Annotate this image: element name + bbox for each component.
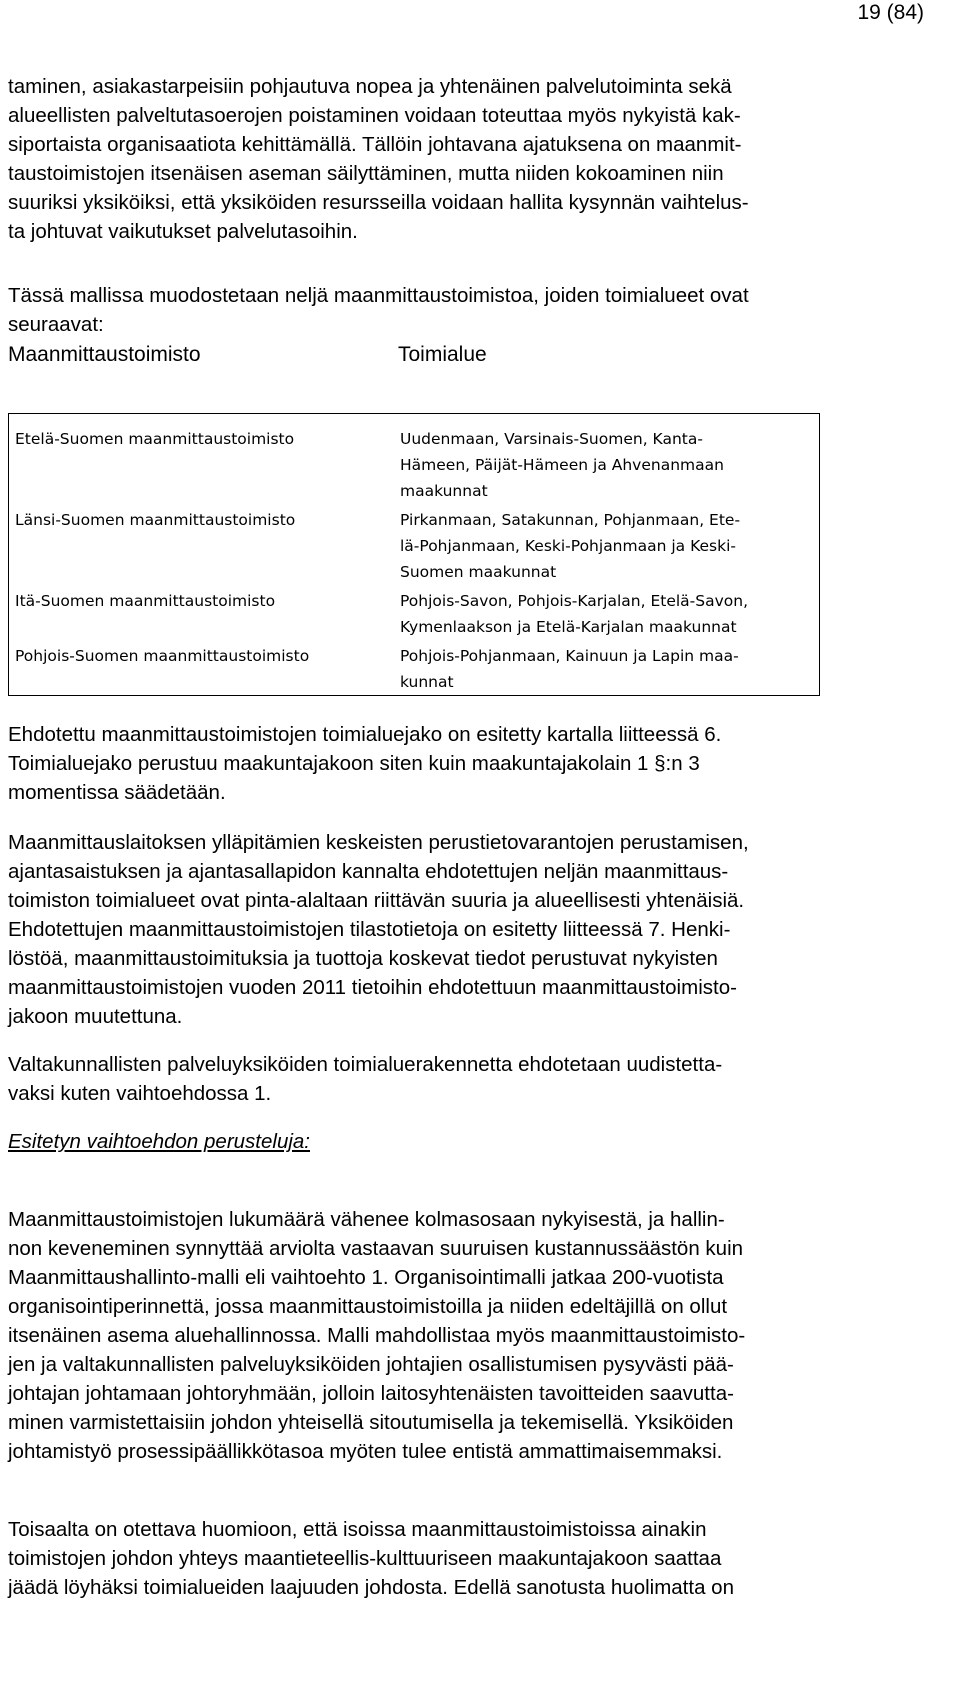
offices-table: [8, 413, 820, 696]
text-line: momentissa säädetään.: [8, 781, 226, 804]
paragraph-justification: [8, 1205, 946, 1466]
text-line: Ehdotettujen maanmittaustoimistojen tilastotietoja on esitetty liitteessä 7. Henki-: [8, 918, 731, 941]
paragraph-intro: [8, 72, 946, 246]
text-line: ta johtuvat vaikutukset palvelutasoihin.: [8, 220, 358, 243]
office-name: Pohjois-Suomen maanmittaustoimisto: [15, 647, 310, 665]
area-line: Pohjois-Savon, Pohjois-Karjalan, Etelä-Savon,: [400, 592, 749, 610]
office-name: Länsi-Suomen maanmittaustoimisto: [15, 511, 296, 529]
text-line: Toisaalta on otettava huomioon, että isoissa maanmittaustoimistoissa ainakin: [8, 1518, 707, 1541]
text-line: minen varmistettaisiin johdon yhteisellä sitoutumisella ja tekemisellä. Yksiköiden: [8, 1411, 734, 1434]
text-line: Maanmittaustoimistojen lukumäärä vähenee kolmasosaan nykyisestä, ja hallin-: [8, 1208, 725, 1231]
text-line: organisointiperinnettä, jossa maanmittaustoimistoilla ja niiden edeltäjillä on ollut: [8, 1295, 728, 1318]
area-line: lä-Pohjanmaan, Keski-Pohjanmaan ja Keski-: [400, 537, 736, 555]
office-area: [400, 643, 812, 695]
text-line: itsenäinen asema aluehallinnossa. Malli mahdollistaa myös maanmittaustoimisto-: [8, 1324, 746, 1347]
paragraph-national-units: [8, 1050, 946, 1108]
text-line: löstöä, maanmittaustoimituksia ja tuottoja koskevat tiedot perustuvat nykyisten: [8, 947, 718, 970]
text-line: Tässä mallissa muodostetaan neljä maanmittaustoimistoa, joiden toimialueet ovat: [8, 284, 749, 307]
office-area: [400, 588, 812, 640]
area-line: Kymenlaakson ja Etelä-Karjalan maakunnat: [400, 618, 737, 636]
paragraph-considerations: [8, 1515, 946, 1602]
area-line: Uudenmaan, Varsinais-Suomen, Kanta-: [400, 430, 703, 448]
text-line: Ehdotettu maanmittaustoimistojen toimialuejako on esitetty kartalla liitteessä 6.: [8, 723, 722, 746]
column-header-area: Toimialue: [398, 343, 487, 366]
text-line: siportaista organisaatiota kehittämällä. Tällöin johtavana ajatuksena on maanmit-: [8, 133, 742, 156]
text-line: johtajan johtamaan johtoryhmään, jolloin laitosyhtenäisten tavoitteiden saavutta-: [8, 1382, 734, 1405]
paragraph-data-resources: [8, 828, 946, 1031]
text-line: maanmittaustoimistojen vuoden 2011 tietoihin ehdotettuun maanmittaustoimisto-: [8, 976, 737, 999]
office-area: [400, 507, 812, 585]
page-number: 19 (84): [857, 1, 924, 24]
office-name: Etelä-Suomen maanmittaustoimisto: [15, 430, 295, 448]
text-line: taminen, asiakastarpeisiin pohjautuva nopea ja yhtenäinen palvelutoiminta sekä: [8, 75, 732, 98]
area-line: Suomen maakunnat: [400, 563, 557, 581]
area-line: maakunnat: [400, 482, 488, 500]
area-line: Hämeen, Päijät-Hämeen ja Ahvenanmaan: [400, 456, 724, 474]
text-line: toimistojen johdon yhteys maantieteellis-kulttuuriseen maakuntajakoon saattaa: [8, 1547, 722, 1570]
text-line: toimiston toimialueet ovat pinta-alaltaan riittävän suuria ja alueellisesti yhtenäisiä.: [8, 889, 745, 912]
text-line: jäädä löyhäksi toimialueiden laajuuden johdosta. Edellä sanotusta huolimatta on: [8, 1576, 734, 1599]
text-line: Maanmittauslaitoksen ylläpitämien keskeisten perustietovarantojen perustamisen,: [8, 831, 749, 854]
area-line: kunnat: [400, 673, 454, 691]
area-line: Pohjois-Pohjanmaan, Kainuun ja Lapin maa-: [400, 647, 739, 665]
text-line: ajantasaistuksen ja ajantasallapidon kannalta ehdotettujen neljän maanmittaus-: [8, 860, 729, 883]
text-line: suuriksi yksiköiksi, että yksiköiden resursseilla voidaan hallita kysynnän vaihtelus-: [8, 191, 749, 214]
section-heading: Esitetyn vaihtoehdon perusteluja:: [8, 1130, 311, 1153]
column-header-office: Maanmittaustoimisto: [8, 343, 201, 366]
office-name: Itä-Suomen maanmittaustoimisto: [15, 592, 276, 610]
text-line: jakoon muutettuna.: [8, 1005, 183, 1028]
text-line: jen ja valtakunnallisten palveluyksiköiden johtajien osallistumisen pysyvästi pää-: [8, 1353, 734, 1376]
office-area: [400, 426, 812, 504]
text-line: alueellisten palveltutasoerojen poistaminen voidaan toteuttaa myös nykyistä kak-: [8, 104, 741, 127]
text-line: Valtakunnallisten palveluyksiköiden toimialuerakennetta ehdotetaan uudistetta-: [8, 1053, 723, 1076]
text-line: seuraavat:: [8, 313, 104, 336]
text-line: Maanmittaushallinto-malli eli vaihtoehto 1. Organisointimalli jatkaa 200-vuotista: [8, 1266, 724, 1289]
text-line: taustoimistojen itsenäisen aseman säilyttäminen, mutta niiden kokoaminen niin: [8, 162, 724, 185]
area-line: Pirkanmaan, Satakunnan, Pohjanmaan, Ete-: [400, 511, 741, 529]
paragraph-division: [8, 720, 946, 807]
text-line: johtamistyö prosessipäällikkötasoa myöten tulee entistä ammattimaisemmaksi.: [8, 1440, 723, 1463]
paragraph-model: [8, 281, 946, 339]
text-line: vaksi kuten vaihtoehdossa 1.: [8, 1082, 272, 1105]
text-line: Toimialuejako perustuu maakuntajakoon siten kuin maakuntajakolain 1 §:n 3: [8, 752, 700, 775]
text-line: non keveneminen synnyttää arviolta vastaavan suuruisen kustannussäästön kuin: [8, 1237, 744, 1260]
